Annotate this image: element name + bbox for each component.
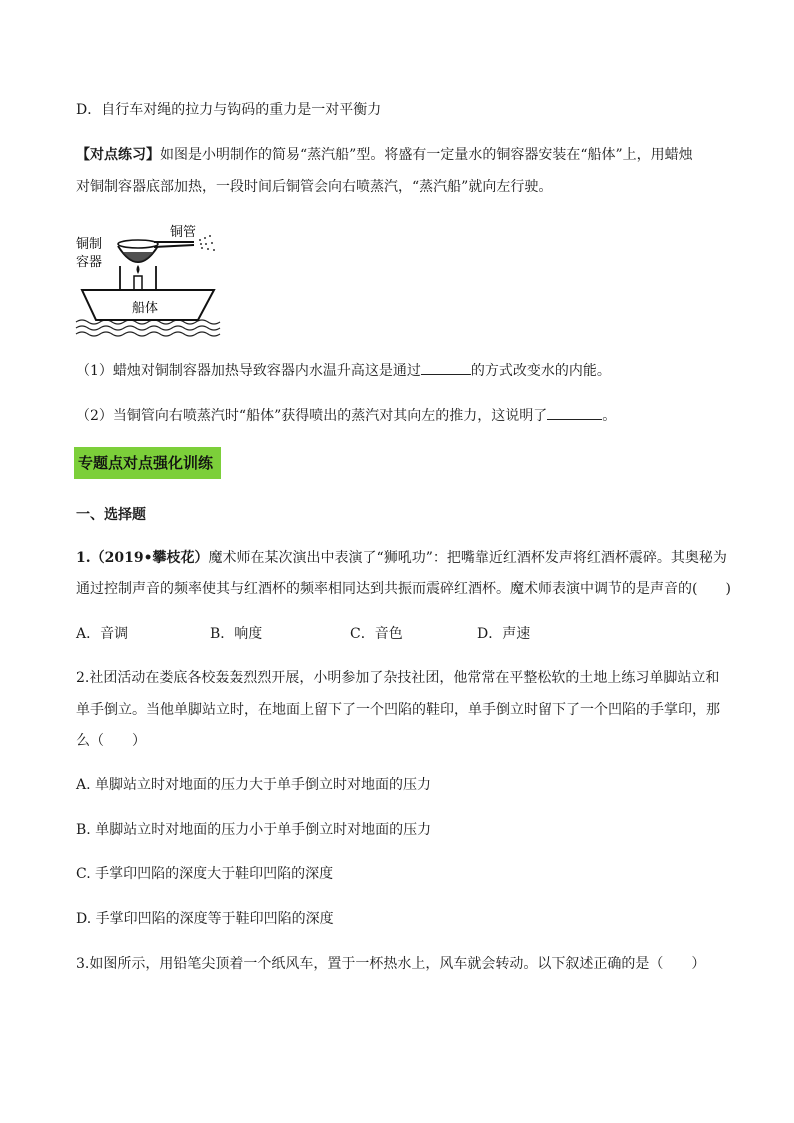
- problem-1-option-d[interactable]: D．声速: [477, 626, 531, 642]
- question-1-blank[interactable]: [421, 360, 471, 375]
- problem-1-line-1: [76, 548, 727, 568]
- problem-2-line-1: 2.社团活动在娄底各校轰轰烈烈开展，小明参加了杂技社团，他常常在平整松软的土地上练习单脚站立和: [76, 670, 720, 686]
- problem-2-line-2: 单手倒立。当他单脚站立时，在地面上留下了一个凹陷的鞋印，单手倒立时留下了一个凹陷的手掌印，那: [76, 702, 720, 718]
- problem-1-option-a[interactable]: A．音调: [76, 626, 129, 642]
- question-1-line: [76, 360, 611, 381]
- part-title: 一、选择题: [76, 507, 146, 523]
- figure-label-container-1: 铜制: [76, 237, 103, 252]
- problem-3-line-1: 3.如图所示，用铅笔尖顶着一个纸风车，置于一杯热水上，风车就会转动。以下叙述正确的是（ ）: [76, 956, 706, 972]
- practice-label: 【对点练习】: [76, 147, 160, 163]
- problem-2-option-d[interactable]: D. 手掌印凹陷的深度等于鞋印凹陷的深度: [76, 911, 334, 927]
- problem-1-option-c[interactable]: C．音色: [350, 626, 403, 642]
- question-1-text-b: 的方式改变水的内能。: [470, 363, 611, 379]
- problem-2-line-3: 么（ ）: [76, 733, 146, 749]
- figure-label-hull: 船体: [132, 301, 159, 316]
- section-title-banner: 专题点对点强化训练: [74, 447, 221, 479]
- practice-intro-line-1: [76, 145, 693, 165]
- problem-1-number: 1.（2019•攀枝花）: [76, 550, 209, 566]
- question-2-line: [76, 405, 616, 426]
- question-2-blank[interactable]: [547, 405, 602, 420]
- problem-1-option-b[interactable]: B．响度: [210, 626, 263, 642]
- figure-label-container-2: 容器: [76, 255, 103, 270]
- option-d-line: D．自行车对绳的拉力与钩码的重力是一对平衡力: [76, 102, 382, 118]
- steam-boat-figure: [74, 218, 224, 338]
- question-2-text-b: 。: [602, 408, 617, 424]
- problem-2-option-a[interactable]: A. 单脚站立时对地面的压力大于单手倒立时对地面的压力: [76, 777, 432, 793]
- practice-intro-line-2: 对铜制容器底部加热，一段时间后铜管会向右喷蒸汽，“蒸汽船”就向左行驶。: [76, 179, 553, 195]
- question-1-text-a: （1）蜡烛对铜制容器加热导致容器内水温升高这是通过: [76, 363, 421, 379]
- problem-2-option-c[interactable]: C. 手掌印凹陷的深度大于鞋印凹陷的深度: [76, 866, 334, 882]
- figure-label-pipe: 铜管: [170, 225, 197, 240]
- question-2-text-a: （2）当铜管向右喷蒸汽时“船体”获得喷出的蒸汽对其向左的推力，这说明了: [76, 408, 548, 424]
- practice-intro-text: 如图是小明制作的简易“蒸汽船”型。将盛有一定量水的铜容器安装在“船体”上，用蜡烛: [160, 147, 693, 163]
- problem-1-line-2: 通过控制声音的频率使其与红酒杯的频率相同达到共振而震碎红酒杯。魔术师表演中调节的是声音的( ): [76, 581, 731, 597]
- problem-2-option-b[interactable]: B. 单脚站立时对地面的压力小于单手倒立时对地面的压力: [76, 822, 432, 838]
- problem-1-text: 魔术师在某次演出中表演了“狮吼功”：把嘴靠近红酒杯发声将红酒杯震碎。其奥秘为: [208, 550, 727, 566]
